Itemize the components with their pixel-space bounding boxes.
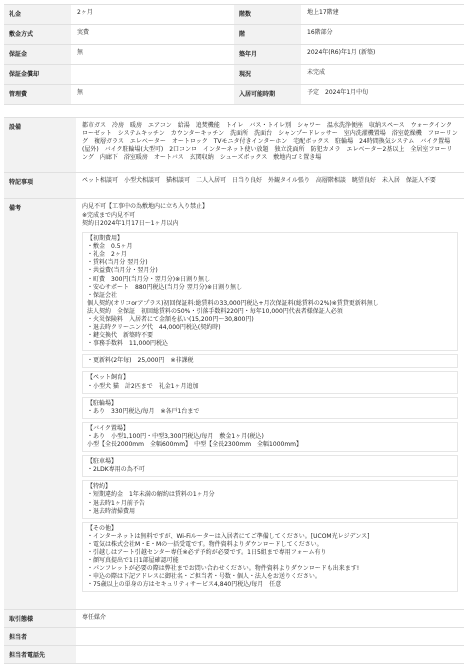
row-value: 実費 bbox=[77, 29, 90, 36]
remarks-value bbox=[76, 199, 464, 609]
text-line: ・事務手数料 11,000円税込 bbox=[87, 340, 168, 348]
row-value: 無 bbox=[77, 49, 84, 56]
row-value: 無 bbox=[77, 89, 84, 96]
row-label: 保証金償却 bbox=[4, 65, 71, 84]
text-line: ・礼金 2ヶ月 bbox=[87, 251, 127, 259]
text-line: ・電気は株式会社M・E・Mの一括受電です。物件資料よりダウンロードしてください。 bbox=[87, 540, 323, 548]
text-line: ・パンフレットが必要の際は弊社までお問い合わせください。物件資料よりダウンロードも出来ます! bbox=[87, 565, 360, 573]
text-line: ・75歳以上の単身の方はセキュリティサービス4,840円税込/毎月 任意 bbox=[87, 581, 282, 589]
row-label: 担当者電話先 bbox=[4, 646, 76, 663]
facilities-label: 設備 bbox=[4, 118, 76, 172]
section-title: 【バイク置場】 bbox=[87, 424, 129, 432]
text-line: ・賃料(当月分 翌月分) bbox=[87, 259, 148, 267]
text-line: 法人契約 全保証 初回総賃料の50%・引落手数料220円・毎年10,000円代表者様保証人必須 bbox=[87, 307, 343, 315]
row-label: 階数 bbox=[234, 5, 301, 24]
remarks-section bbox=[82, 397, 458, 419]
row-label: 取引態様 bbox=[4, 610, 76, 627]
text-line: 小型【全長2000mm 全幅600mm】 中型【全長2300mm 全幅1000mm】 bbox=[87, 441, 303, 449]
remarks-sections bbox=[82, 232, 458, 592]
row-label: 保証金 bbox=[4, 45, 71, 64]
conditions-value: ペット相談可 小型犬相談可 猫相談可 二人入居可 日当り良好 外観タイル張り 高層階相談 眺望良好 未入居 保証人不要 bbox=[82, 177, 436, 184]
text-line: ・町費 300円(当月分・翌月分)※日割り無し bbox=[87, 275, 211, 283]
remarks-section bbox=[82, 354, 458, 368]
text-line: ・あり 小型1,100円・中型3,300円税込/毎月 敷金1ヶ月(税込) bbox=[87, 432, 264, 440]
table-row bbox=[4, 85, 464, 105]
text-line: ・退去時清掃費用 bbox=[87, 507, 136, 515]
remarks-section bbox=[82, 232, 458, 351]
text-line: 個人契約(オリコorアプラス)初回保証料:総賃料の33,000円税込+月次保証料(総賃料の2%)※賃貸更新料無し bbox=[87, 299, 379, 307]
row-value: 予定 2024年1月中旬 bbox=[307, 89, 369, 96]
table-row bbox=[4, 646, 464, 664]
text-line: ・短期違約金 1年未満の解約は賃料の1ヶ月分 bbox=[87, 491, 215, 499]
remarks-section bbox=[82, 371, 458, 393]
row-value: 地上17階建 bbox=[307, 9, 339, 16]
text-line: ・鍵交換代 新築時不要 bbox=[87, 332, 154, 340]
row-label: 現況 bbox=[234, 65, 301, 84]
text-line: ・保証会社 bbox=[87, 291, 118, 299]
remarks-section bbox=[82, 522, 458, 593]
conditions-row bbox=[4, 173, 464, 199]
row-label: 担当者 bbox=[4, 628, 76, 645]
text-line: ・小型犬 猫 計2匹まで 礼金1ヶ月追加 bbox=[87, 382, 199, 390]
remarks-section bbox=[82, 422, 458, 452]
row-value: 未完成 bbox=[307, 69, 326, 76]
table-row bbox=[4, 628, 464, 646]
text-line: ・インターネットは無料ですが、Wi-Fiルーターは入居者にてご準備してください。[UCOM光レジデンス] bbox=[87, 532, 370, 540]
row-value: 16階部分 bbox=[307, 29, 333, 36]
text-line: ・敷金 0.5ヶ月 bbox=[87, 243, 133, 251]
property-details-table bbox=[4, 4, 464, 664]
section-title: 【特約】 bbox=[87, 483, 112, 491]
row-label: 入居可能時期 bbox=[234, 85, 301, 104]
text-line: ・退去時1ヶ月前予告 bbox=[87, 499, 145, 507]
row-value bbox=[76, 646, 464, 663]
table-row bbox=[4, 25, 464, 45]
text-line: ・顔写真提出で1日1部屋確認可能 bbox=[87, 557, 179, 565]
table-row bbox=[4, 610, 464, 628]
text-line: ・共益費(当月分・翌月分) bbox=[87, 267, 158, 275]
table-spacer bbox=[4, 105, 464, 118]
remarks-row bbox=[4, 199, 464, 610]
text-line: ・あり 330円税込/毎月 ※各戸1台まで bbox=[87, 407, 200, 415]
remarks-section bbox=[82, 455, 458, 477]
section-title: 【駐車場】 bbox=[87, 458, 118, 466]
section-title: 【初期費用】 bbox=[87, 235, 124, 243]
text-line: ・退去時クリーニング代 44,000円税込(契約時) bbox=[87, 324, 221, 332]
text-line: ・更新料(2年毎) 25,000円 ※非課税 bbox=[87, 357, 194, 365]
row-label: 階 bbox=[234, 25, 301, 44]
table-row bbox=[4, 45, 464, 65]
row-label: 敷金方式 bbox=[4, 25, 71, 44]
row-label: 管理費 bbox=[4, 85, 71, 104]
section-title: 【駐輪場】 bbox=[87, 399, 118, 407]
facilities-row bbox=[4, 118, 464, 173]
text-line: ・申込の際は下記アドレスに御社名・ご担当者・号数・個人・法人をお送りください。 bbox=[87, 573, 321, 581]
remarks-section bbox=[82, 480, 458, 518]
text-line: ・安心サポート 880円税込(当月分 翌月分)※日割り無し bbox=[87, 283, 243, 291]
remarks-label: 備考 bbox=[4, 199, 76, 609]
text-line: ・火災保険料 入居者にて金額を払い(15,200円〜30,800円) bbox=[87, 316, 254, 323]
section-title: 【ペット飼育】 bbox=[87, 374, 130, 382]
section-title: 【その他】 bbox=[87, 524, 118, 532]
text-line: 契約日2024年1月17日〜1ヶ月以内 bbox=[82, 220, 179, 228]
text-line: 内見不可【工事中の為敷地内に立ち入り禁止】 bbox=[82, 203, 209, 210]
conditions-label: 特記事項 bbox=[4, 173, 76, 198]
table-row bbox=[4, 65, 464, 85]
row-value bbox=[76, 628, 464, 645]
facilities-value: 都市ガス 冷房 暖房 エアコン 給湯 追焚機能 トイレ バス・トイレ別 シャワー 温水洗浄便座 収納スペース ウォークインクローゼット システムキッチン カウンターキッチン 洗面所 洗面台 シャンプードレッサー 室内洗濯機置場 浴室乾燥機 フローリング 複層ガラス エレベーター オートロック TVモニタ付きインターホン 宅配ボックス 駐輪場 24時間換気システム バイク置場(屋外) バイク駐輪場(大型可) 2口コンロ インターネット使い放題 独立洗面所 防犯カメラ エレベーター2基以上 全居室フローリング 内廊下 浴室暖房 オートバス 玄関収納 シューズボックス 敷地内ゴミ置き場 bbox=[82, 122, 458, 162]
row-value bbox=[71, 65, 234, 84]
row-value: 2024年(R6)年1月 (新築) bbox=[307, 49, 376, 56]
text-line: ・2LDK専用の為不可 bbox=[87, 466, 145, 474]
row-label: 築年月 bbox=[234, 45, 301, 64]
remarks-intro bbox=[82, 203, 458, 229]
row-label: 礼金 bbox=[4, 5, 71, 24]
row-value: 専任媒介 bbox=[82, 614, 107, 621]
text-line: ※完成まで内見不可 bbox=[82, 211, 136, 219]
text-line: ・引越しはアート引越センター専任※必ず予約が必要です。1日5組まで専用フォーム有り bbox=[87, 548, 327, 556]
table-row bbox=[4, 5, 464, 25]
row-value: 2ヶ月 bbox=[77, 9, 93, 16]
